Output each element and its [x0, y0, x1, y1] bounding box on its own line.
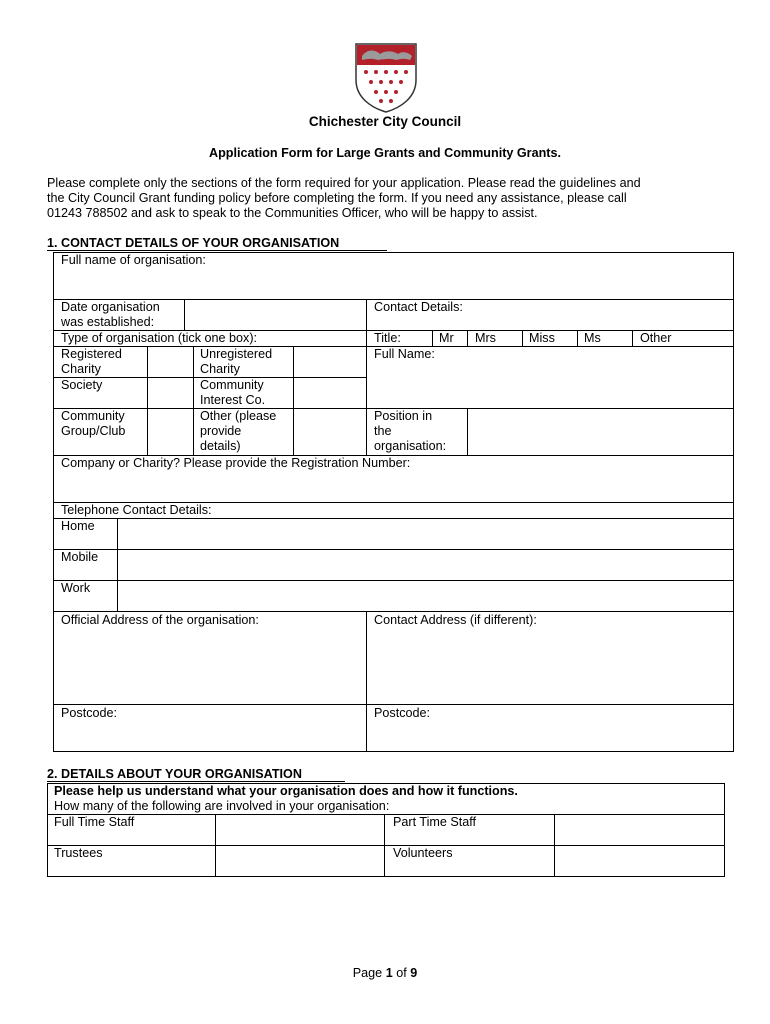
volunteers-field[interactable] — [556, 847, 723, 875]
other-type-checkbox[interactable] — [295, 410, 365, 454]
label-line: provide — [200, 424, 242, 438]
page-of: of — [392, 966, 411, 980]
phone-mobile-field[interactable] — [119, 551, 733, 579]
cic-checkbox[interactable] — [295, 379, 365, 407]
page-total: 9 — [410, 966, 418, 980]
date-established-label — [61, 300, 160, 330]
label-line: the — [374, 424, 392, 438]
registration-number-label: Company or Charity? Please provide the Registration Number: — [61, 456, 411, 470]
title-option-mrs[interactable]: Mrs — [475, 331, 496, 345]
phone-mobile-label: Mobile — [61, 550, 99, 564]
position-label — [374, 409, 446, 454]
page-prefix: Page — [352, 966, 386, 980]
section2-intro-sub: How many of the following are involved in your organisation: — [54, 799, 390, 813]
council-name: Chichester City Council — [308, 114, 462, 129]
label-line: Community — [200, 378, 264, 392]
label-line: Charity — [61, 362, 101, 376]
unregistered-charity-label — [200, 347, 272, 377]
label-line: Charity — [200, 362, 240, 376]
title-option-ms[interactable]: Ms — [584, 331, 601, 345]
trustees-field[interactable] — [217, 847, 383, 875]
society-label: Society — [61, 378, 103, 392]
volunteers-label: Volunteers — [393, 846, 453, 860]
community-group-checkbox[interactable] — [149, 410, 192, 454]
intro-line: 01243 788502 and ask to speak to the Communities Officer, who will be happy to assist. — [47, 206, 538, 220]
society-checkbox[interactable] — [149, 379, 192, 407]
page-footer — [0, 966, 770, 980]
full-name-person-label: Full Name: — [374, 347, 435, 361]
full-time-staff-label: Full Time Staff — [54, 815, 135, 829]
registration-number-field[interactable] — [55, 472, 732, 501]
position-field[interactable] — [469, 410, 733, 454]
official-address-label: Official Address of the organisation: — [61, 613, 259, 627]
full-name-field[interactable] — [55, 268, 732, 298]
registered-charity-checkbox[interactable] — [149, 348, 192, 376]
label-line: details) — [200, 439, 241, 453]
full-time-staff-field[interactable] — [217, 816, 383, 844]
section2-heading: 2. DETAILS ABOUT YOUR ORGANISATION — [47, 767, 302, 781]
other-type-label — [200, 409, 276, 454]
section2-underline — [47, 781, 345, 782]
form-title: Application Form for Large Grants and Community Grants. — [209, 146, 561, 160]
intro-line: Please complete only the sections of the form required for your application. Please read the guidelines and — [47, 176, 641, 190]
label-line: Other (please — [200, 409, 277, 423]
date-established-field[interactable] — [186, 301, 365, 329]
label-line: Position in — [374, 409, 433, 423]
contact-details-label: Contact Details: — [374, 300, 463, 314]
full-name-label: Full name of organisation: — [61, 253, 206, 267]
phone-home-label: Home — [61, 519, 95, 533]
postcode-left-label: Postcode: — [61, 706, 118, 720]
title-label: Title: — [374, 331, 401, 345]
section1-heading: 1. CONTACT DETAILS OF YOUR ORGANISATION — [47, 236, 340, 250]
contact-address-label: Contact Address (if different): — [374, 613, 537, 627]
registered-charity-label — [61, 347, 122, 377]
org-type-label: Type of organisation (tick one box): — [61, 331, 258, 345]
intro-line: the City Council Grant funding policy before completing the form. If you need any assistance, please call — [47, 191, 627, 205]
title-option-mr[interactable]: Mr — [439, 331, 454, 345]
part-time-staff-label: Part Time Staff — [393, 815, 477, 829]
label-line: Unregistered — [200, 347, 273, 361]
unregistered-charity-checkbox[interactable] — [295, 348, 365, 376]
page-number: 1 — [385, 966, 393, 980]
postcode-right-label: Postcode: — [374, 706, 431, 720]
label-line: Community — [61, 409, 125, 423]
label-line: organisation: — [374, 439, 447, 453]
section2-intro-bold: Please help us understand what your organisation does and how it functions. — [54, 784, 518, 798]
part-time-staff-field[interactable] — [556, 816, 723, 844]
phone-work-label: Work — [61, 581, 91, 595]
phone-work-field[interactable] — [119, 582, 733, 610]
title-option-other[interactable]: Other — [640, 331, 672, 345]
label-line: Date organisation — [61, 300, 160, 314]
trustees-label: Trustees — [54, 846, 103, 860]
label-line: Group/Club — [61, 424, 126, 438]
label-line: Interest Co. — [200, 393, 266, 407]
community-group-label — [61, 409, 125, 439]
label-line: Registered — [61, 347, 122, 361]
telephone-label: Telephone Contact Details: — [61, 503, 212, 517]
cic-label — [200, 378, 265, 408]
title-option-miss[interactable]: Miss — [529, 331, 555, 345]
phone-home-field[interactable] — [119, 520, 733, 548]
label-line: was established: — [61, 315, 155, 329]
